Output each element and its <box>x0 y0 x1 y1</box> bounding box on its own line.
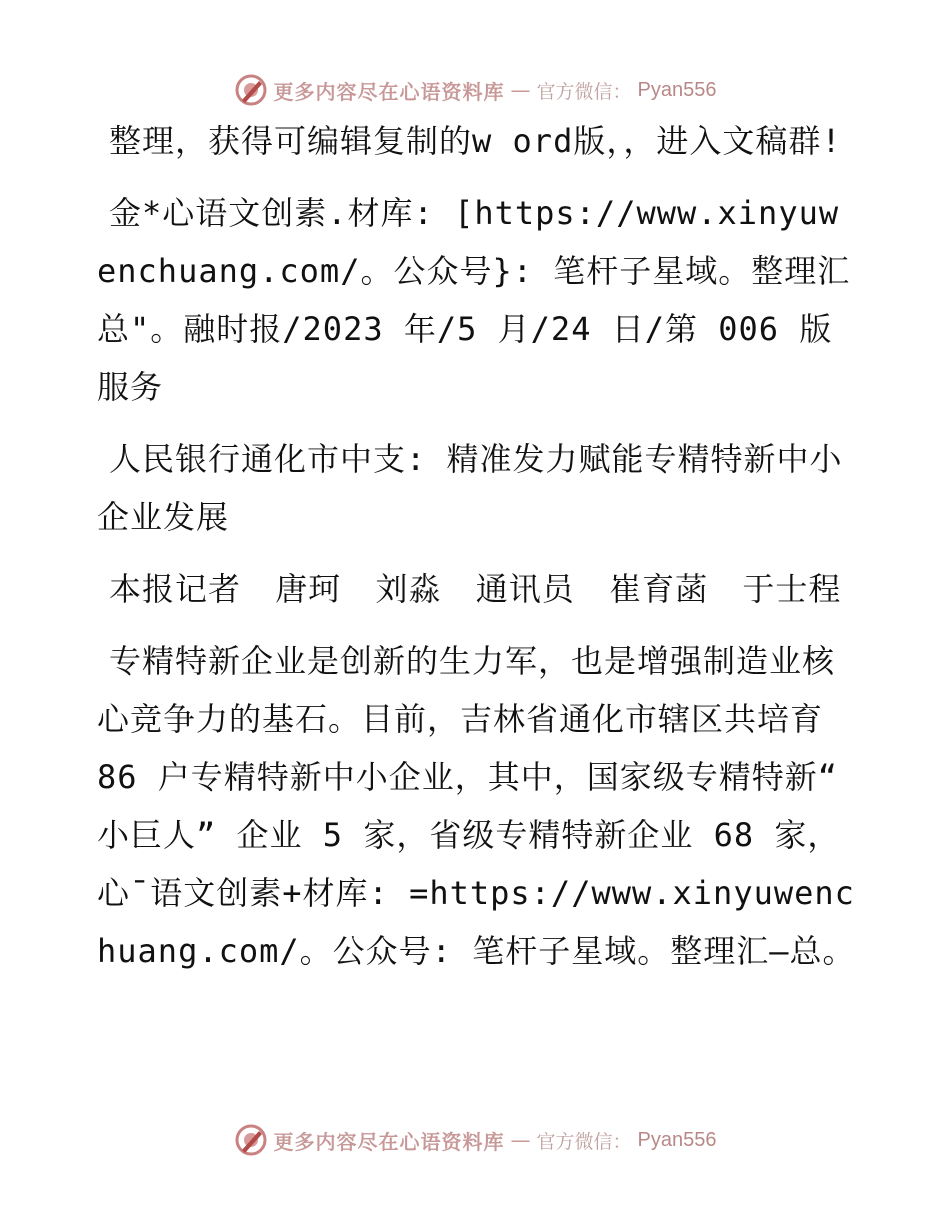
watermark-main-text: 更多内容尽在心语资料库 <box>273 79 505 104</box>
document-body <box>97 112 857 994</box>
watermark-label: 官方微信： <box>536 1130 632 1153</box>
paragraph-body: 专精特新企业是创新的生力军，也是增强制造业核心竞争力的基石。目前，吉林省通化市辖区共培育 86 户专精特新中小企业，其中，国家级专精特新“ 小巨人” 企业 5 家，省级专精特新企业 68 家，心¯语文创素+材库: =https://www.xinyuwenchuang.com/。公众号: 笔杆子星域。整理汇—总。 <box>97 642 856 970</box>
footer-watermark <box>0 1120 950 1160</box>
article-title: 人民银行通化市中支: 精准发力赋能专精特新中小企业发展 <box>97 440 843 536</box>
paragraph-intro: 整理，获得可编辑复制的w ord版，，进入文稿群! <box>109 122 842 160</box>
watermark-label: 官方微信： <box>536 80 632 103</box>
article-byline: 本报记者 唐珂 刘淼 通讯员 崔育菡 于士程 <box>109 570 842 608</box>
pen-logo-icon <box>234 1123 268 1157</box>
watermark-separator: — <box>510 1128 531 1152</box>
header-watermark <box>0 70 950 110</box>
pen-logo-icon <box>234 73 268 107</box>
watermark-id: Pyan556 <box>637 1128 717 1151</box>
watermark-separator: — <box>510 78 531 102</box>
paragraph-source: 金*心语文创素.材库: [https://www.xinyuwenchuang.com/。公众号}: 笔杆子星域。整理汇总"。融时报/2023 年/5 月/24 日/第 006 版服务 <box>97 194 851 406</box>
watermark-id: Pyan556 <box>637 78 717 101</box>
watermark-main-text: 更多内容尽在心语资料库 <box>273 1129 505 1154</box>
